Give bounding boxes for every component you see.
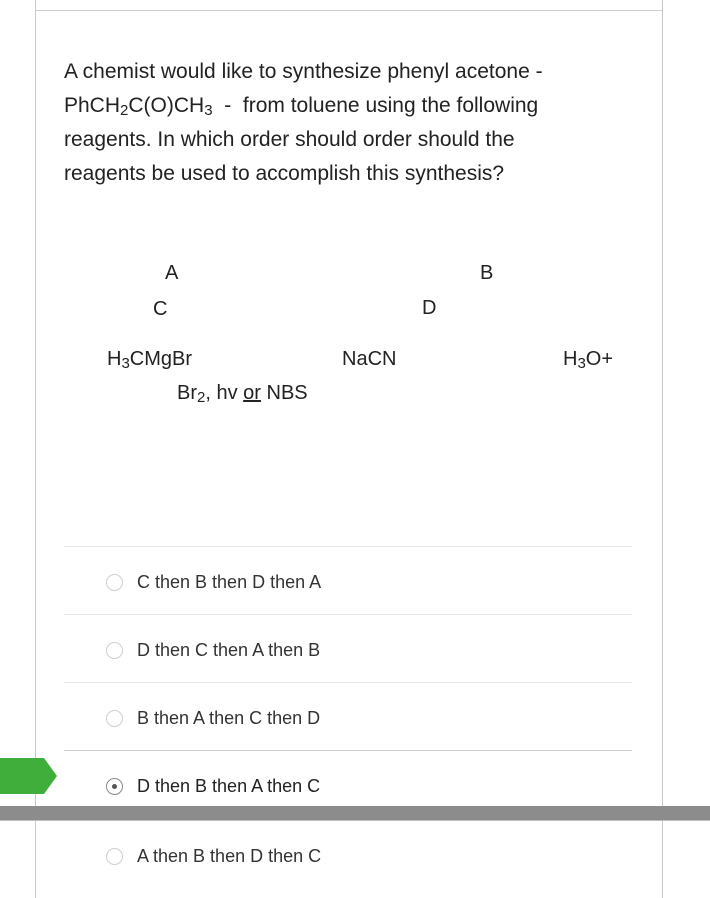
reagent-nacn: NaCN [342,348,397,370]
answer-option-2[interactable] [106,636,320,664]
answer-option-label: C then B then D then A [137,571,322,592]
section-divider-bar [0,806,710,820]
radio-button-selected[interactable] [106,778,123,795]
acid-rest: O+ [585,348,614,370]
reagent-h3o [563,347,613,371]
radio-button[interactable] [106,848,123,865]
reagent-label-b: B [480,262,494,284]
reagent-label-a: A [165,262,179,284]
reagent-label-d: D [422,297,437,319]
reagent-bromination [177,381,308,405]
acid-sub: 3 [577,355,586,372]
radio-button[interactable] [106,642,123,659]
formula-sub-2: 2 [120,102,129,119]
question-line-3: reagents. In which order should order should the [64,128,515,151]
option-divider [64,750,632,751]
br-hv: , hv [205,382,244,404]
br-nbs: NBS [260,382,308,404]
grignard-h: H [107,348,122,370]
reagent-grignard [107,347,192,371]
br-text: Br [177,382,197,404]
answer-option-5[interactable] [106,842,321,870]
answer-option-label: D then C then A then B [137,639,321,660]
correct-answer-arrow-icon [0,758,57,794]
formula-ph: PhCH [64,94,121,117]
reagent-label-c: C [153,298,168,320]
answer-option-label: A then B then D then C [137,845,322,866]
question-line-2-rest: - from toluene using the following [212,94,539,117]
section-divider-line [0,820,710,821]
grignard-rest: CMgBr [129,348,193,370]
answer-option-4[interactable] [106,772,320,800]
grignard-sub: 3 [121,355,130,372]
answer-option-1[interactable] [106,568,321,596]
radio-button[interactable] [106,574,123,591]
formula-sub-3: 3 [204,102,213,119]
question-line-1: A chemist would like to synthesize phenyl acetone - [64,60,543,83]
radio-button[interactable] [106,710,123,727]
answer-option-3[interactable] [106,704,320,732]
formula-mid: C(O)CH [128,94,205,117]
answer-option-label: D then B then A then C [137,775,321,796]
top-divider [35,10,662,11]
question-text [64,55,624,191]
br-sub: 2 [197,389,206,406]
br-or: or [243,382,261,404]
option-divider [64,546,632,547]
option-divider [64,614,632,615]
answer-option-label: B then A then C then D [137,707,321,728]
question-line-4: reagents be used to accomplish this synthesis? [64,162,505,185]
option-divider [64,682,632,683]
question-line-2 [64,89,624,123]
acid-h: H [563,348,578,370]
